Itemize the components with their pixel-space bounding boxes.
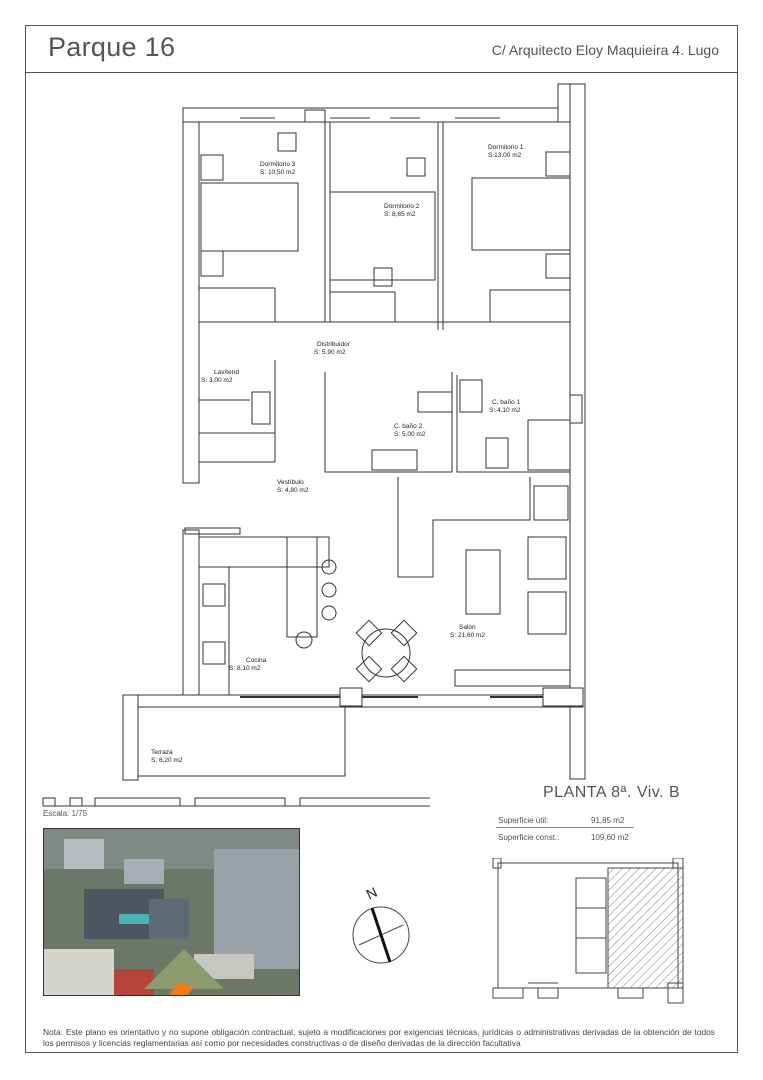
- key-plan: [488, 858, 688, 1006]
- sink: [418, 392, 452, 412]
- room-area: S: 5,90 m2: [314, 349, 346, 356]
- nightstand: [201, 251, 223, 276]
- page-title: Parque 16: [48, 32, 176, 62]
- column-se: [543, 688, 583, 706]
- washer: [252, 392, 270, 424]
- scale-bar: [43, 798, 430, 806]
- north-label: N: [363, 883, 380, 903]
- room-area: S: 10,50 m2: [260, 169, 296, 176]
- hob: [203, 642, 225, 664]
- stool: [322, 583, 336, 597]
- room-labels: [151, 144, 524, 764]
- bed-3: [201, 183, 298, 251]
- wall-west-lower: [183, 530, 199, 695]
- nightstand: [546, 152, 570, 176]
- room-area: S: 3,00 m2: [201, 377, 233, 384]
- room-area: S:13,00 m2: [488, 152, 522, 159]
- surface-util-value: 91,85 m2: [591, 816, 625, 825]
- room-area: S: 8,65 m2: [384, 211, 416, 218]
- wall-east: [570, 84, 585, 779]
- column-south: [340, 688, 362, 706]
- stool: [296, 632, 312, 648]
- room-area: S: 5,00 m2: [394, 431, 426, 438]
- room-area: S: 21,60 m2: [450, 632, 486, 639]
- bath-2-walls: [325, 372, 452, 472]
- surface-util-label: Superficie útil:: [498, 816, 549, 825]
- sink: [203, 584, 225, 606]
- room-name: C. baño 1: [492, 399, 521, 406]
- nightstand: [407, 158, 425, 176]
- coffee-table: [466, 550, 500, 614]
- dining-table: [362, 629, 410, 677]
- unit-b-highlight: [608, 868, 683, 988]
- disclaimer-note: Nota: Este plano es orientativo y no supone obligación contractual, sujeto a modificaciones por exigencias técnicas, jurídicas o administrativas derivadas de la obtención de todos los permisos y licencias reglamentarias así como por necesidades constructivas o de diseño derivadas de la dirección facultativa: [43, 1027, 715, 1048]
- room-name: Vestíbulo: [277, 479, 304, 486]
- room-name: C. baño 2: [394, 423, 423, 430]
- compass: [345, 880, 417, 970]
- toilet: [486, 438, 508, 468]
- nightstand: [201, 155, 223, 180]
- chair: [356, 620, 381, 645]
- address: C/ Arquitecto Eloy Maquieira 4. Lugo: [491, 42, 719, 58]
- room-name: Lav/tend: [214, 369, 239, 376]
- bath-1-walls: [457, 375, 570, 472]
- room-name: Dormitorio 2: [384, 203, 420, 210]
- room-name: Distribuidor: [317, 341, 350, 348]
- kitchen-island: [287, 537, 317, 637]
- room-name: Salón: [459, 624, 476, 631]
- armchair: [528, 537, 566, 579]
- side-table: [534, 486, 568, 520]
- divider: [496, 827, 634, 828]
- aerial-photo-drawing: [44, 829, 299, 995]
- room-area: S: 6,20 m2: [151, 757, 183, 764]
- tv-unit: [455, 670, 570, 686]
- wardrobe: [330, 292, 395, 322]
- stool: [322, 606, 336, 620]
- bathtub: [372, 450, 417, 470]
- shower: [528, 420, 570, 470]
- room-name: Dormitorio 3: [260, 161, 296, 168]
- room-area: S: 4,80 m2: [277, 487, 309, 494]
- armchair: [528, 592, 566, 634]
- wall-north: [183, 108, 573, 122]
- room-area: S: 8,10 m2: [229, 665, 261, 672]
- nightstand: [546, 254, 570, 278]
- terrace-rail: [138, 707, 345, 776]
- wall-terrace-west: [123, 695, 138, 780]
- kitchen-counter: [199, 537, 329, 567]
- room-name: Cocina: [246, 657, 267, 664]
- nightstand: [374, 268, 392, 286]
- wardrobe: [490, 290, 570, 322]
- surface-const-label: Superficie const.:: [498, 833, 560, 842]
- bed-1: [472, 178, 570, 250]
- room-name: Terraza: [151, 749, 173, 756]
- room-name: Dormitorio 1: [488, 144, 524, 151]
- scale-label: Escala: 1/75: [43, 809, 88, 818]
- chair: [391, 620, 416, 645]
- chair: [278, 133, 296, 151]
- surface-const-value: 109,60 m2: [591, 833, 629, 842]
- aerial-photo: [43, 828, 300, 996]
- sink: [460, 380, 482, 412]
- wall-west-upper: [183, 108, 199, 483]
- chair: [356, 656, 381, 681]
- floor-title: PLANTA 8ª. Viv. B: [543, 784, 681, 801]
- room-area: S: 4,10 m2: [489, 407, 521, 414]
- sofa: [398, 477, 530, 577]
